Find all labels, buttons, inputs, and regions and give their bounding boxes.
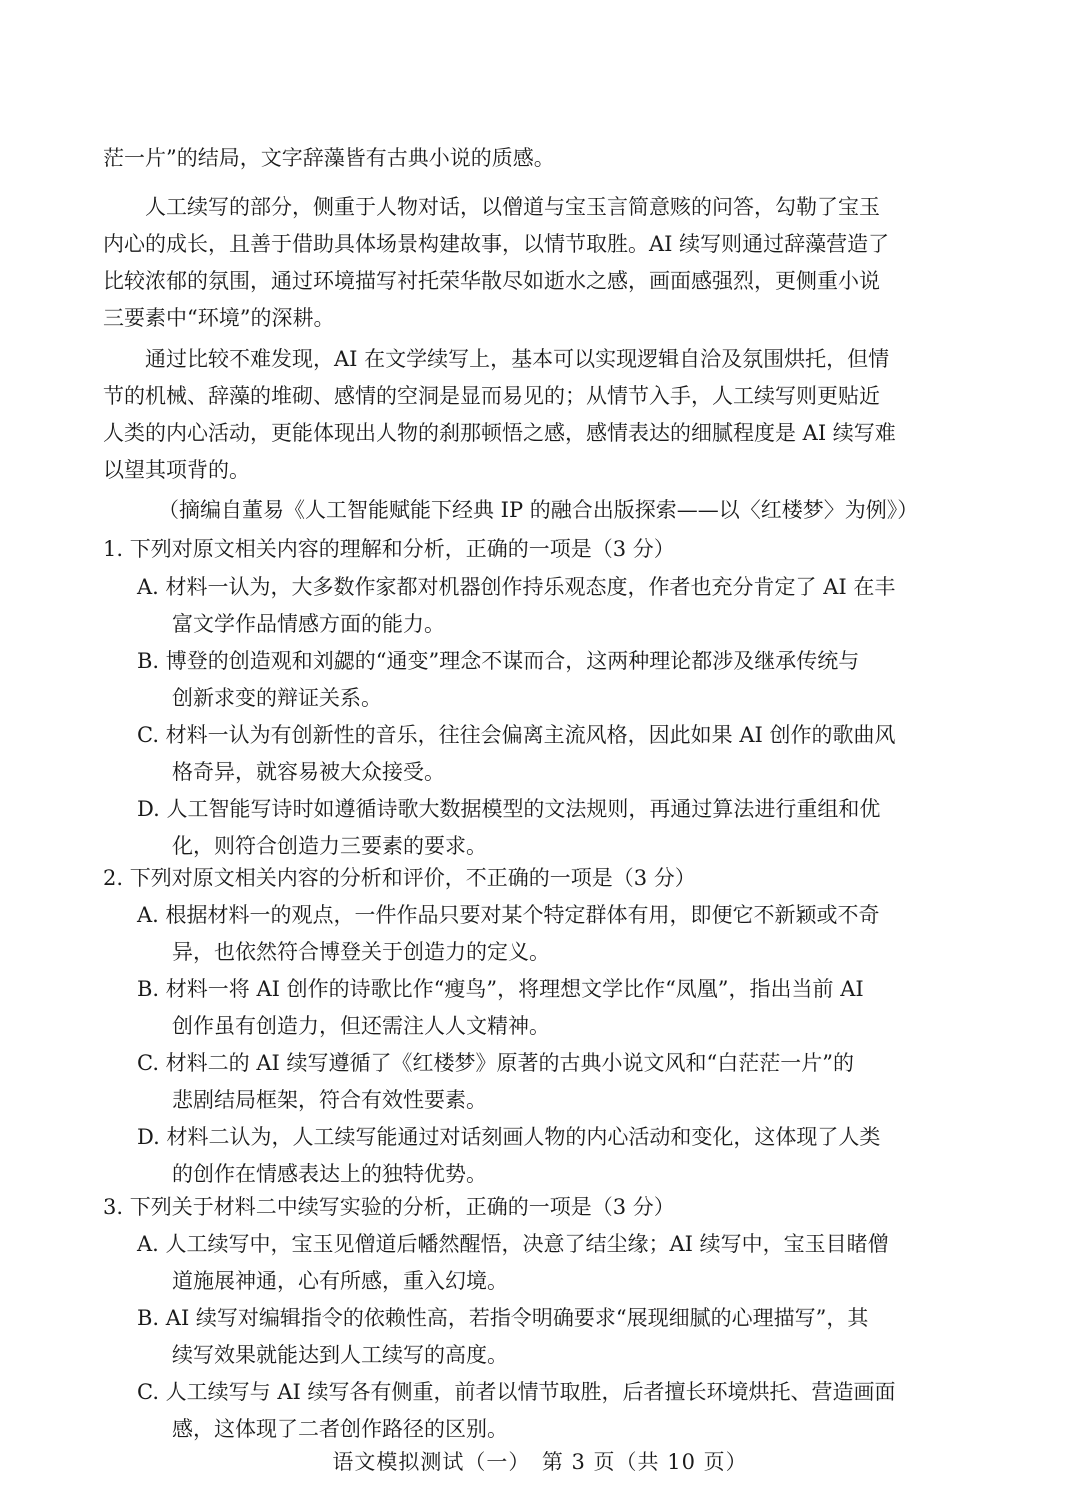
passage-line: 通过比较不难发现，AI 在文学续写上，基本可以实现逻辑自洽及氛围烘托，但情: [145, 347, 890, 371]
option-line: 感，这体现了二者创作路径的区别。: [172, 1417, 508, 1441]
option-line: C. 材料二的 AI 续写遵循了《红楼梦》原著的古典小说文风和“白茫茫一片”的: [137, 1051, 854, 1075]
option-line: 富文学作品情感方面的能力。: [172, 612, 445, 636]
passage-line: 内心的成长，且善于借助具体场景构建故事，以情节取胜。AI 续写则通过辞藻营造了: [103, 232, 890, 256]
option-line: 创作虽有创造力，但还需注人人文精神。: [172, 1014, 550, 1038]
passage-line: 三要素中“环境”的深耕。: [103, 306, 335, 330]
question-stem: 3. 下列关于材料二中续写实验的分析，正确的一项是（3 分）: [103, 1195, 675, 1219]
option-line: A. 人工续写中，宝玉见僧道后幡然醒悟，决意了结尘缘；AI 续写中，宝玉目睹僧: [137, 1232, 889, 1256]
question-stem: 2. 下列对原文相关内容的分析和评价，不正确的一项是（3 分）: [103, 866, 696, 890]
option-line: 悲剧结局框架，符合有效性要素。: [172, 1088, 487, 1112]
option-line: A. 根据材料一的观点，一件作品只要对某个特定群体有用，即便它不新颖或不奇: [137, 903, 880, 927]
passage-line: 人类的内心活动，更能体现出人物的刹那顿悟之感，感情表达的细腻程度是 AI 续写难: [103, 421, 896, 445]
question-stem: 1. 下列对原文相关内容的理解和分析，正确的一项是（3 分）: [103, 537, 675, 561]
passage-line: 人工续写的部分，侧重于人物对话，以僧道与宝玉言简意赅的问答，勾勒了宝玉: [145, 195, 880, 219]
option-line: 续写效果就能达到人工续写的高度。: [172, 1343, 508, 1367]
option-line: B. AI 续写对编辑指令的依赖性高，若指令明确要求“展现细腻的心理描写”，其: [137, 1306, 869, 1330]
option-line: 化，则符合创造力三要素的要求。: [172, 834, 487, 858]
option-line: A. 材料一认为，大多数作家都对机器创作持乐观态度，作者也充分肯定了 AI 在丰: [137, 575, 896, 599]
option-line: 道施展神通，心有所感，重入幻境。: [172, 1269, 508, 1293]
option-line: 创新求变的辩证关系。: [172, 686, 382, 710]
option-line: D. 材料二认为，人工续写能通过对话刻画人物的内心活动和变化，这体现了人类: [137, 1125, 881, 1149]
page-footer: 语文模拟测试（一） 第 3 页（共 10 页）: [332, 1450, 748, 1474]
passage-line: 节的机械、辞藻的堆砌、感情的空洞是显而易见的；从情节入手，人工续写则更贴近: [103, 384, 880, 408]
option-line: 异，也依然符合博登关于创造力的定义。: [172, 940, 550, 964]
passage-line: 比较浓郁的氛围，通过环境描写衬托荣华散尽如逝水之感，画面感强烈，更侧重小说: [103, 269, 880, 293]
option-line: D. 人工智能写诗时如遵循诗歌大数据模型的文法规则，再通过算法进行重组和优: [137, 797, 881, 821]
option-line: C. 材料一认为有创新性的音乐，往往会偏离主流风格，因此如果 AI 创作的歌曲风: [137, 723, 896, 747]
option-line: C. 人工续写与 AI 续写各有侧重，前者以情节取胜，后者擅长环境烘托、营造画面: [137, 1380, 896, 1404]
passage-line: 以望其项背的。: [103, 458, 250, 482]
option-line: B. 材料一将 AI 创作的诗歌比作“瘦鸟”，将理想文学比作“凤凰”，指出当前 AI: [137, 977, 864, 1001]
source-citation: （摘编自董易《人工智能赋能下经典 IP 的融合出版探索——以〈红楼梦〉为例》）: [158, 498, 919, 522]
option-line: B. 博登的创造观和刘勰的“通变”理念不谋而合，这两种理论都涉及继承传统与: [137, 649, 860, 673]
option-line: 的创作在情感表达上的独特优势。: [172, 1162, 487, 1186]
option-line: 格奇异，就容易被大众接受。: [172, 760, 445, 784]
passage-line: 茫一片”的结局，文字辞藻皆有古典小说的质感。: [103, 146, 555, 170]
